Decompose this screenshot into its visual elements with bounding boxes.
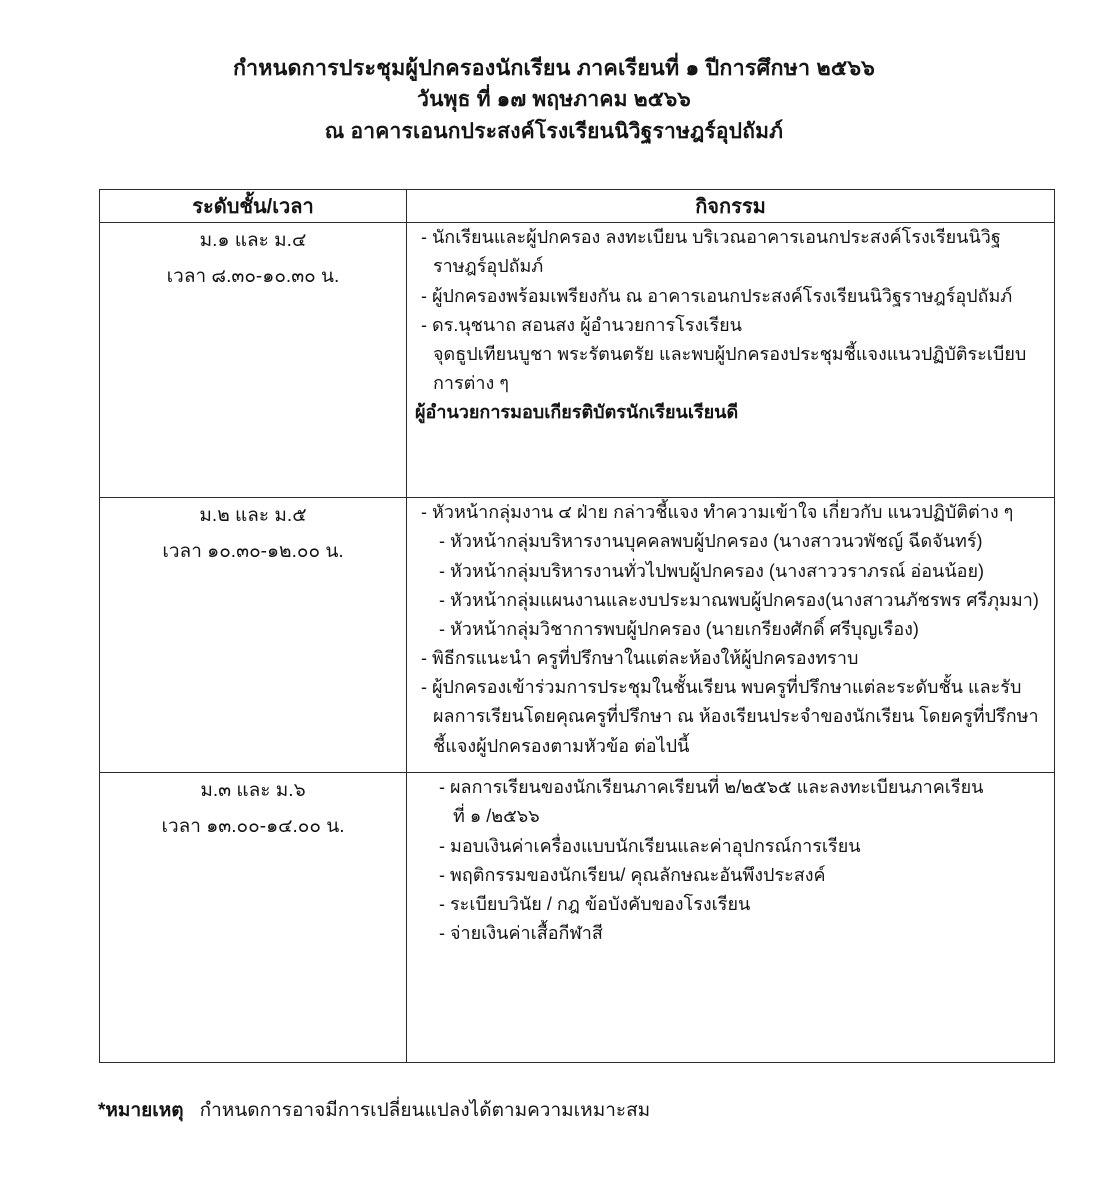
- schedule-time-cell: [100, 498, 407, 773]
- table-header-row: [100, 190, 1055, 223]
- activity-line: - มอบเงินค่าเครื่องแบบนักเรียนและค่าอุปกรณ์การเรียน: [439, 835, 861, 856]
- activity-cell: [407, 773, 1055, 1063]
- header-line-2: วันพุธ ที่ ๑๗ พฤษภาคม ๒๕๖๖: [417, 88, 691, 112]
- time-range-label: เวลา ๑๓.๐๐-๑๔.๐๐ น.: [161, 816, 345, 838]
- activity-line: - พิธีกรแนะนำ ครูที่ปรึกษาในแต่ละห้องให้ผู้ปกครองทราบ: [421, 648, 859, 669]
- activity-line: ชี้แจงผู้ปกครองตามหัวข้อ ต่อไปนี้: [433, 735, 690, 756]
- footer-note: [98, 1095, 650, 1125]
- activity-cell: [407, 223, 1055, 498]
- activity-line: - หัวหน้ากลุ่มบริหารงานบุคคลพบผู้ปกครอง (นางสาวนวพัชญ์ ฉีดจันทร์): [439, 531, 983, 552]
- time-range-label: เวลา ๑๐.๓๐-๑๒.๐๐ น.: [162, 541, 344, 563]
- activity-line: - นักเรียนและผู้ปกครอง ลงทะเบียน บริเวณอาคารเอนกประสงค์โรงเรียนนิวิฐ: [421, 227, 1001, 248]
- activity-line: - ผลการเรียนของนักเรียนภาคเรียนที่ ๒/๒๕๖๕ และลงทะเบียนภาคเรียน: [439, 777, 984, 798]
- column-header-time: ระดับชั้น/เวลา: [100, 190, 407, 223]
- activity-line: การต่าง ๆ: [433, 373, 509, 394]
- activity-line: ผลการเรียนโดยคุณครูที่ปรึกษา ณ ห้องเรียนประจำของนักเรียน โดยครูที่ปรึกษา: [433, 706, 1039, 727]
- activity-cell: [407, 498, 1055, 773]
- table-row: [100, 498, 1055, 773]
- activity-line: - หัวหน้ากลุ่มงาน ๔ ฝ่าย กล่าวชี้แจง ทำความเข้าใจ เกี่ยวกับ แนวปฏิบัติต่าง ๆ: [421, 502, 1014, 523]
- note-text: กำหนดการอาจมีการเปลี่ยนแปลงได้ตามความเหมาะสม: [199, 1100, 651, 1121]
- header-line-1: กำหนดการประชุมผู้ปกครองนักเรียน ภาคเรียนที่ ๑ ปีการศึกษา ๒๕๖๖: [232, 56, 876, 80]
- document-header: [50, 52, 1058, 147]
- activity-line: - หัวหน้ากลุ่มแผนงานและงบประมาณพบผู้ปกครอง(นางสาวนภัชรพร ศรีภุมมา): [439, 589, 1039, 610]
- activity-line: ที่ ๑ /๒๕๖๖: [453, 806, 540, 827]
- activity-line: ผู้อำนวยการมอบเกียรติบัตรนักเรียนเรียนดี: [415, 402, 739, 423]
- schedule-table-wrapper: [99, 189, 1054, 1063]
- activity-line: จุดธูปเทียนบูชา พระรัตนตรัย และพบผู้ปกครองประชุมชี้แจงแนวปฏิบัติระเบียบ: [433, 343, 1027, 364]
- note-label: *หมายเหตุ: [98, 1100, 184, 1121]
- activity-line: - ดร.นุชนาถ สอนสง ผู้อำนวยการโรงเรียน: [421, 314, 742, 335]
- grade-level-label: ม.๓ และ ม.๖: [200, 780, 306, 802]
- grade-level-label: ม.๑ และ ม.๔: [199, 230, 307, 252]
- activity-line: - หัวหน้ากลุ่มวิชาการพบผู้ปกครอง (นายเกรียงศักดิ์ ศรีบุญเรือง): [439, 618, 919, 639]
- schedule-time-cell: [100, 773, 407, 1063]
- schedule-time-cell: [100, 223, 407, 498]
- table-body: [100, 223, 1055, 1063]
- activity-line: - ผู้ปกครองพร้อมเพรียงกัน ณ อาคารเอนกประสงค์โรงเรียนนิวิฐราษฎร์อุปถัมภ์: [421, 285, 1013, 306]
- column-header-activity: กิจกรรม: [407, 190, 1055, 223]
- activity-line: - ผู้ปกครองเข้าร่วมการประชุมในชั้นเรียน พบครูที่ปรึกษาแต่ละระดับชั้น และรับ: [421, 677, 1022, 698]
- activity-line: - ระเบียบวินัย / กฎ ข้อบังคับของโรงเรียน: [439, 893, 751, 914]
- activity-line: - หัวหน้ากลุ่มบริหารงานทั่วไปพบผู้ปกครอง (นางสาววราภรณ์ อ่อนน้อย): [439, 560, 984, 581]
- activity-line: ราษฎร์อุปถัมภ์: [433, 256, 544, 277]
- activity-line: - พฤติกรรมของนักเรียน/ คุณลักษณะอันพึงประสงค์: [439, 864, 826, 885]
- schedule-table: [99, 189, 1055, 1063]
- time-range-label: เวลา ๘.๓๐-๑๐.๓๐ น.: [166, 266, 340, 288]
- table-row: [100, 223, 1055, 498]
- grade-level-label: ม.๒ และ ม.๕: [199, 505, 307, 527]
- header-line-3: ณ อาคารเอนกประสงค์โรงเรียนนิวิฐราษฎร์อุปถัมภ์: [324, 119, 784, 143]
- table-row: [100, 773, 1055, 1063]
- activity-line: - จ่ายเงินค่าเสื้อกีฬาสี: [439, 923, 603, 944]
